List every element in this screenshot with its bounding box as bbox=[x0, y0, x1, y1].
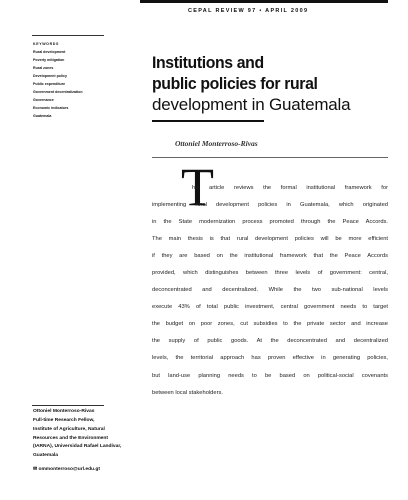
abstract-line: between local stakeholders. bbox=[152, 389, 223, 396]
keyword-item: Rural development bbox=[33, 50, 66, 55]
author-note-rule bbox=[32, 405, 104, 406]
abstract-line: the supply of public goods. At the deconcentrated and decentralized bbox=[152, 338, 388, 345]
author-note-line: Full-time Research Fellow, bbox=[33, 417, 95, 423]
author-note-line: Ottoniel Monterroso-Rivas bbox=[33, 409, 95, 414]
abstract-line: but land-use planning needs to be based on political-social covenants bbox=[152, 372, 388, 379]
author-note-line: Guatemala bbox=[33, 453, 59, 459]
abstract-line: The main thesis is that rural development policies will be more efficient bbox=[152, 236, 388, 243]
running-header: CEPAL REVIEW 97 • APRIL 2009 bbox=[188, 8, 309, 14]
keyword-item: Government decentralization bbox=[33, 90, 83, 95]
author-note-line: Institute of Agriculture, Natural bbox=[33, 426, 105, 432]
keyword-item: Development policy bbox=[33, 74, 67, 79]
title-line-2: public policies for rural bbox=[152, 74, 318, 93]
abstract-line: execute 43% of total public investment, central government needs to target bbox=[152, 304, 388, 311]
abstract-line: his article reviews the formal institutional framework for bbox=[192, 185, 388, 191]
abstract-line: the budget on poor zones, cut subsidies to the private sector and increase bbox=[152, 321, 388, 328]
keywords-block bbox=[33, 40, 123, 120]
keyword-item: Governance bbox=[33, 98, 54, 103]
author-email[interactable]: ✉ ommonterroso@url.edu.gt bbox=[33, 467, 101, 473]
keyword-item: Poverty mitigation bbox=[33, 58, 65, 63]
article-title bbox=[152, 52, 402, 116]
keyword-item: Rural zones bbox=[33, 66, 54, 71]
abstract-line: provided, which distinguishes between three levels of government: central, bbox=[152, 270, 388, 277]
keyword-item: Economic indicators bbox=[33, 106, 69, 111]
abstract-line: in the State modernization process promoted through the Peace Accords. bbox=[152, 219, 388, 226]
author-note bbox=[33, 408, 133, 475]
keywords-rule bbox=[32, 35, 104, 36]
title-rule bbox=[152, 120, 264, 122]
author-name: Ottoniel Monterroso-Rivas bbox=[175, 139, 258, 148]
abstract bbox=[152, 180, 388, 402]
author-note-line: (IARNA), Universidad Rafael Landívar, bbox=[33, 444, 122, 450]
abstract-line: levels, the territorial approach has proven effective in generating policies, bbox=[152, 355, 388, 362]
author-note-line: Resources and the Environment bbox=[33, 435, 109, 441]
abstract-line: implementing rural development policies in Guatemala, which originated bbox=[152, 202, 388, 209]
keywords-title: KEYWORDS bbox=[33, 42, 59, 46]
keyword-item: Public expenditure bbox=[33, 82, 66, 87]
title-line-1: Institutions and bbox=[152, 53, 264, 72]
top-rule bbox=[140, 0, 388, 3]
abstract-line: if they are based on the institutional framework that the Peace Accords bbox=[152, 253, 388, 260]
drop-cap: T bbox=[181, 157, 214, 217]
keyword-item: Guatemala bbox=[33, 114, 52, 119]
abstract-line: deconcentrated and decentralized. While the two sub-national levels bbox=[152, 287, 388, 294]
title-line-3: development in Guatemala bbox=[152, 95, 351, 114]
